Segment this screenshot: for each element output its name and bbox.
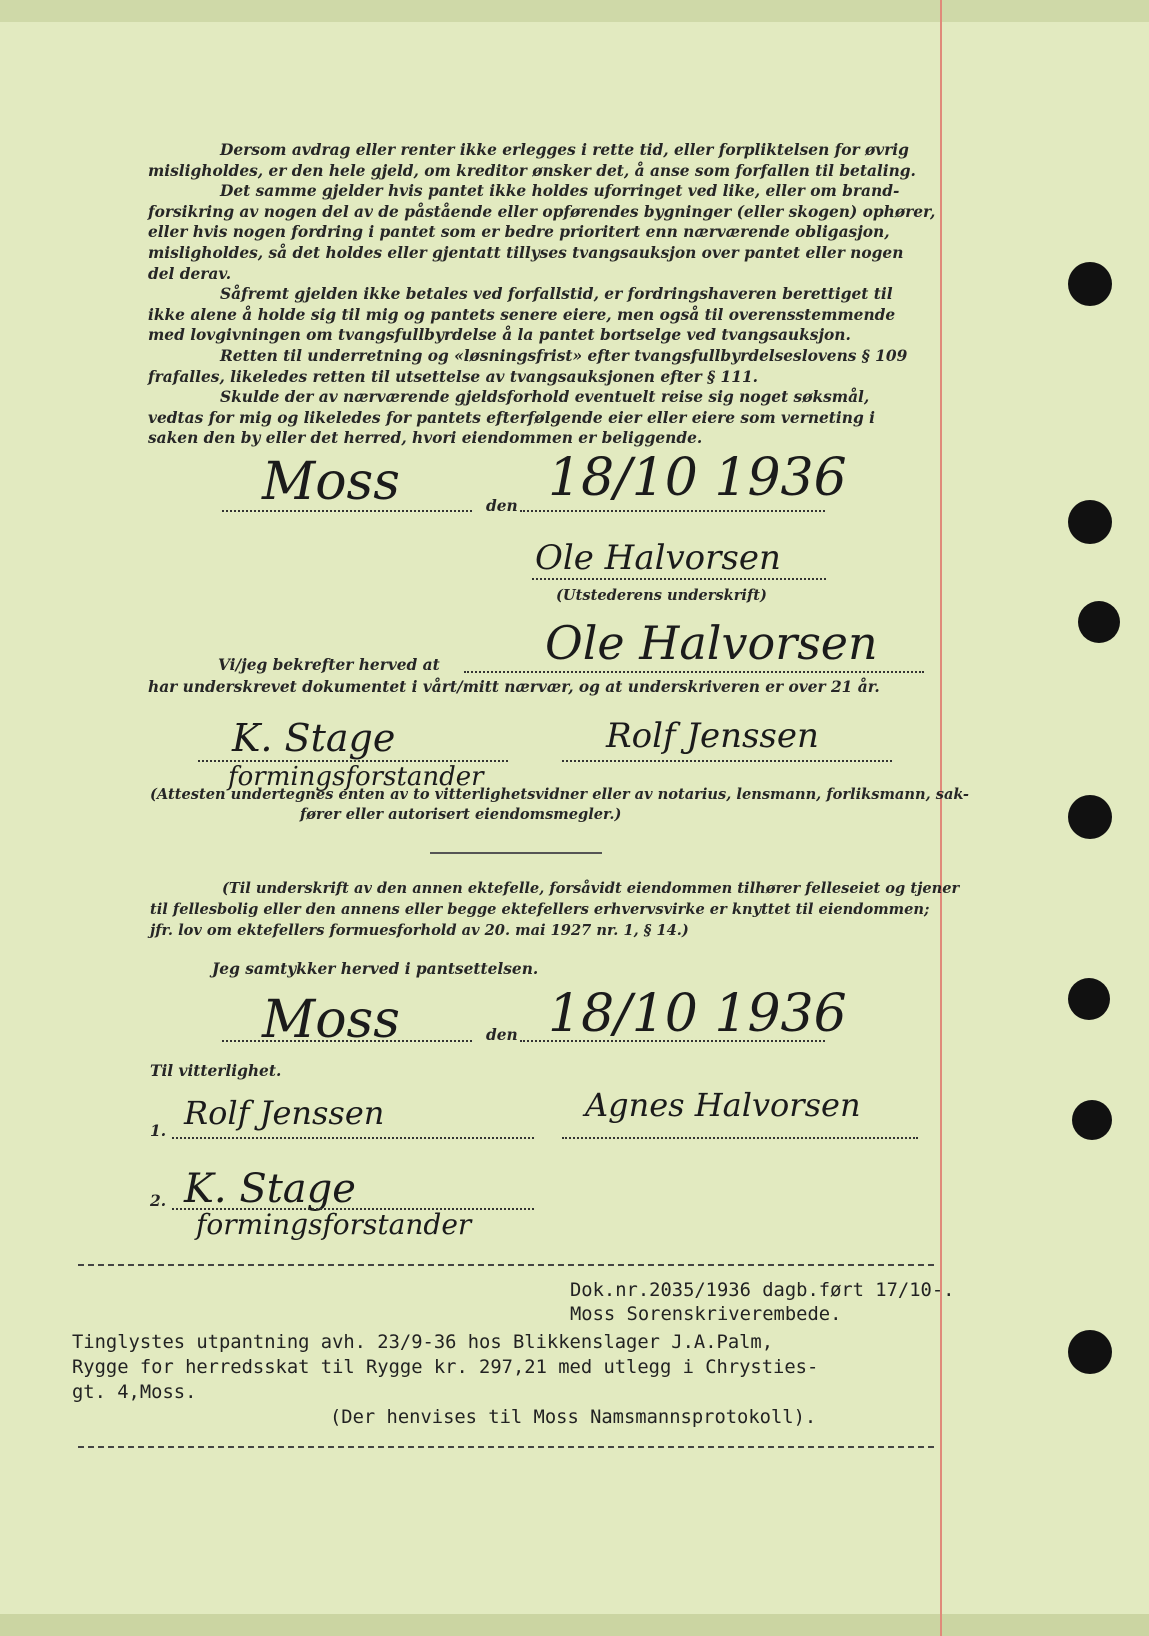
margin-line bbox=[940, 0, 942, 1636]
confirmation-dotted-line bbox=[464, 671, 924, 673]
witness-right-dotted-line bbox=[562, 760, 892, 762]
place-dotted-line bbox=[222, 510, 472, 512]
spouse-dotted-line bbox=[562, 1137, 918, 1139]
spouse-note-line: jfr. lov om ektefellers formuesforhold av 20. mai 1927 nr. 1, § 14.) bbox=[150, 922, 689, 939]
witness-1-signature: Rolf Jenssen bbox=[184, 1094, 385, 1132]
issuer-dotted-line bbox=[532, 578, 826, 580]
witness-2-signature: K. Stage bbox=[184, 1166, 356, 1212]
terms-line: misligholdes, er den hele gjeld, om kreditor ønsker det, å anse som forfallen til betaling. bbox=[148, 161, 916, 180]
punch-hole bbox=[1072, 1100, 1112, 1140]
confirmation-prefix: Vi/jeg bekrefter herved at bbox=[218, 656, 440, 674]
terms-line: misligholdes, så det holdes eller gjentatt tillyses tvangsauksjon over pantet eller nogen bbox=[148, 243, 904, 262]
spouse-signature: Agnes Halvorsen bbox=[585, 1086, 861, 1124]
witness-left-title: formingsforstander bbox=[228, 762, 484, 792]
punch-hole bbox=[1068, 978, 1110, 1020]
den-label: den bbox=[486, 497, 518, 515]
punch-hole bbox=[1068, 1330, 1112, 1374]
attest-note-line: (Attesten undertegnes enten av to vitterlighetsvidner eller av notarius, lensmann, forliksmann, sak- bbox=[150, 786, 969, 803]
terms-paragraph bbox=[148, 140, 936, 449]
registry-text-line: Tinglystes utpantning avh. 23/9-36 hos Blikkenslager J.A.Palm, bbox=[72, 1332, 774, 1353]
confirmation-line-2: har underskrevet dokumentet i vårt/mitt nærvær, og at underskriveren er over 21 år. bbox=[148, 678, 880, 696]
witness-right-signature: Rolf Jenssen bbox=[606, 716, 819, 756]
registry-divider-bottom bbox=[78, 1446, 934, 1448]
page-top-edge bbox=[0, 0, 1149, 22]
witness-left-signature: K. Stage bbox=[232, 716, 396, 760]
punch-hole bbox=[1068, 795, 1112, 839]
terms-line: forsikring av nogen del av de påstående eller opførendes bygninger (eller skogen) ophører, bbox=[148, 202, 936, 221]
date-dotted-line bbox=[520, 510, 825, 512]
date-handwritten-2: 18/10 1936 bbox=[548, 984, 847, 1044]
divider-line bbox=[430, 852, 602, 854]
den-label-2: den bbox=[486, 1026, 518, 1044]
terms-line: saken den by eller det herred, hvori eiendommen er beliggende. bbox=[148, 429, 703, 448]
page-bottom-edge bbox=[0, 1614, 1149, 1636]
date-handwritten: 18/10 1936 bbox=[548, 448, 847, 508]
registry-reference: (Der henvises til Moss Namsmannsprotokoll). bbox=[330, 1407, 817, 1428]
witness-number-2: 2. bbox=[150, 1192, 167, 1210]
terms-line: ikke alene å holde sig til mig og pantets senere eiere, men også til overensstemmende bbox=[148, 305, 896, 324]
witness-1-dotted-line bbox=[172, 1137, 534, 1139]
witness-heading: Til vitterlighet. bbox=[150, 1062, 282, 1080]
place-dotted-line-2 bbox=[222, 1040, 472, 1042]
spouse-note-line: (Til underskrift av den annen ektefelle, forsåvidt eiendommen tilhører felleseiet og tjener bbox=[222, 880, 960, 897]
terms-line: Skulde der av nærværende gjeldsforhold eventuelt reise sig noget søksmål, bbox=[220, 388, 870, 407]
terms-line: Det samme gjelder hvis pantet ikke holdes uforringet ved like, eller om brand- bbox=[220, 182, 900, 201]
registry-divider-top bbox=[78, 1264, 934, 1266]
punch-hole bbox=[1068, 262, 1112, 306]
confirmation-name-handwritten: Ole Halvorsen bbox=[545, 616, 878, 670]
place-handwritten-2: Moss bbox=[262, 990, 400, 1050]
issuer-signature: Ole Halvorsen bbox=[535, 538, 781, 578]
terms-line: Dersom avdrag eller renter ikke erlegges i rette tid, eller forpliktelsen for øvrig bbox=[220, 141, 909, 159]
witness-number-1: 1. bbox=[150, 1122, 167, 1140]
registry-text-line: gt. 4,Moss. bbox=[72, 1382, 197, 1403]
attest-note-line: fører eller autorisert eiendomsmegler.) bbox=[300, 806, 622, 823]
terms-line: Retten til underretning og «løsningsfrist» efter tvangsfullbyrdelseslovens § 109 bbox=[220, 346, 908, 365]
terms-line: med lovgivningen om tvangsfullbyrdelse å la pantet bortselge ved tvangsauksjon. bbox=[148, 326, 851, 345]
punch-hole bbox=[1078, 601, 1120, 643]
spouse-note-line: til fellesbolig eller den annens eller begge ektefellers erhvervsvirke er knyttet til eiendommen; bbox=[150, 901, 930, 918]
terms-line: del derav. bbox=[148, 264, 232, 283]
terms-line: eller hvis nogen fordring i pantet som er bedre prioritert enn nærværende obligasjon, bbox=[148, 223, 890, 242]
terms-line: frafalles, likeledes retten til utsettelse av tvangsauksjonen efter § 111. bbox=[148, 367, 759, 386]
date-dotted-line-2 bbox=[520, 1040, 825, 1042]
consent-text: Jeg samtykker herved i pantsettelsen. bbox=[212, 960, 539, 978]
issuer-caption: (Utstederens underskrift) bbox=[556, 587, 767, 604]
terms-line: vedtas for mig og likeledes for pantets efterfølgende eier eller eiere som verneting i bbox=[148, 408, 875, 427]
terms-line: Såfremt gjelden ikke betales ved forfallstid, er fordringshaveren berettiget til bbox=[220, 285, 893, 304]
registry-doc-number: Dok.nr.2035/1936 dagb.ført 17/10-. bbox=[570, 1280, 955, 1301]
registry-text-line: Rygge for herredsskat til Rygge kr. 297,21 med utlegg i Chrysties- bbox=[72, 1357, 819, 1378]
witness-2-title: formingsforstander bbox=[196, 1208, 472, 1241]
registry-office: Moss Sorenskriverembede. bbox=[570, 1304, 842, 1325]
place-handwritten: Moss bbox=[262, 452, 400, 512]
punch-hole bbox=[1068, 500, 1112, 544]
